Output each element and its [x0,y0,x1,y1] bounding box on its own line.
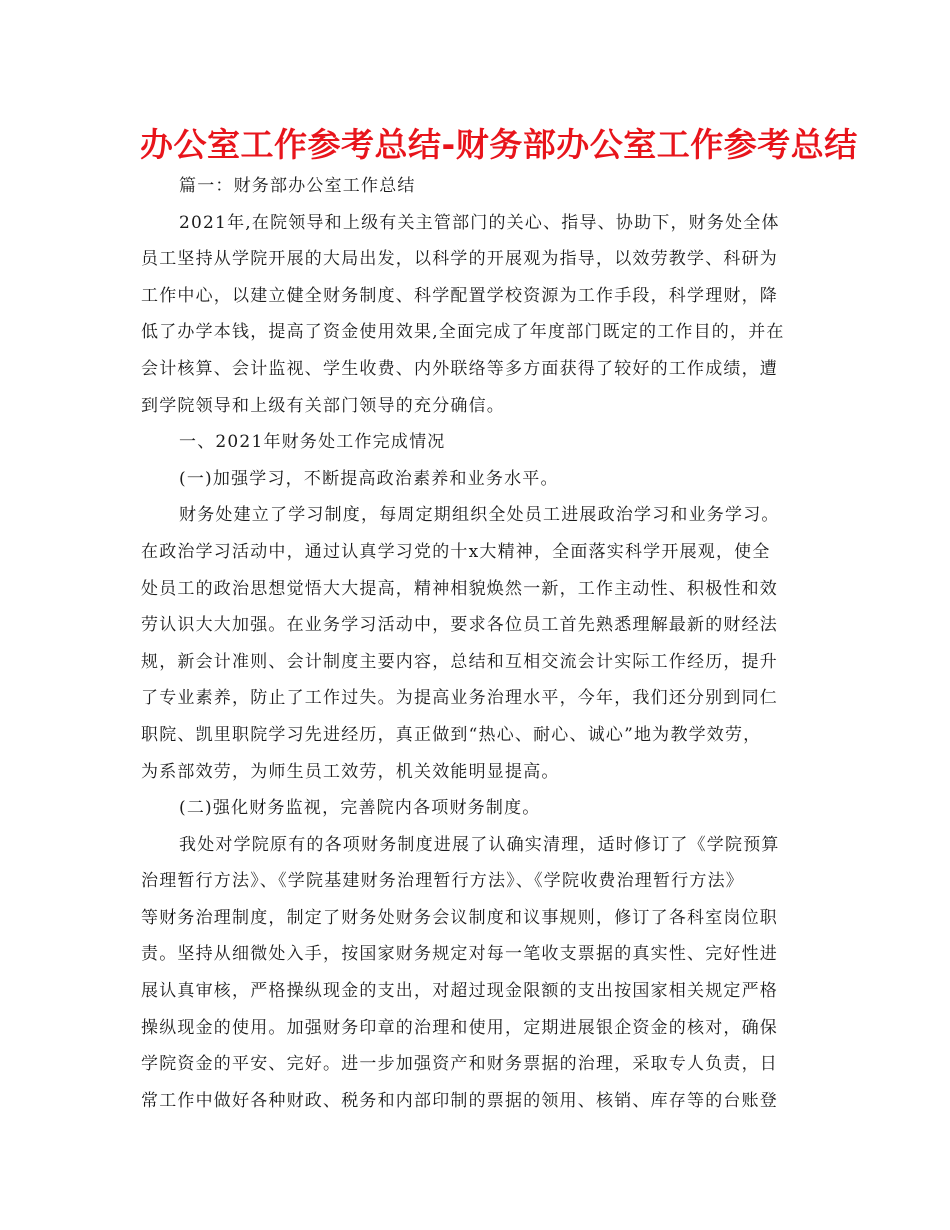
text-line: 责。坚持从细微处入手，按国家财务规定对每一笔收支票据的真实性、完好性进 [141,944,778,965]
text-line: 工作中心，以建立健全财务制度、科学配置学校资源为工作手段，科学理财，降 [141,285,778,306]
text-line: 处员工的政治思想觉悟大大提高，精神相貌焕然一新，工作主动性、积极性和效 [141,578,778,599]
text-line: 低了办学本钱，提高了资金使用效果,全面完成了年度部门既定的工作目的，并在 [141,322,785,343]
text-line: (一)加强学习，不断提高政治素养和业务水平。 [179,468,559,489]
text-line: 职院、凯里职院学习先进经历，真正做到“热心、耐心、诚心”地为教学效劳， [141,724,762,745]
text-line: 等财务治理制度，制定了财务处财务会议制度和议事规则，修订了各科室岗位职 [141,907,778,928]
text-line: 在政治学习活动中，通过认真学习党的十x大精神，全面落实科学开展观，使全 [141,541,771,562]
text-line: 2021年,在院领导和上级有关主管部门的关心、指导、协助下，财务处全体 [179,212,780,233]
text-line: 了专业素养，防止了工作过失。为提高业务治理水平，今年，我们还分别到同仁 [141,688,778,709]
document-title: 办公室工作参考总结-财务部办公室工作参考总结 [140,125,858,164]
text-line: (二)强化财务监视，完善院内各项财务制度。 [179,798,541,819]
text-line: 一、2021年财务处工作完成情况 [179,432,446,453]
text-line: 会计核算、会计监视、学生收费、内外联络等多方面获得了较好的工作成绩，遭 [141,358,778,379]
text-line: 学院资金的平安、完好。进一步加强资产和财务票据的治理，采取专人负责，日 [141,1054,778,1075]
document-body [141,168,809,1119]
text-line: 为系部效劳，为师生员工效劳，机关效能明显提高。 [141,761,560,782]
text-line: 展认真审核，严格操纵现金的支出，对超过现金限额的支出按国家相关规定严格 [141,981,778,1002]
text-line: 财务处建立了学习制度，每周定期组织全处员工进展政治学习和业务学习。 [179,505,780,526]
text-line: 我处对学院原有的各项财务制度进展了认确实清理，适时修订了《学院预算 [179,834,780,855]
text-line: 常工作中做好各种财政、税务和内部印制的票据的领用、核销、库存等的台账登 [141,1090,778,1111]
text-line: 员工坚持从学院开展的大局出发，以科学的开展观为指导，以效劳教学、科研为 [141,249,778,270]
text-line: 到学院领导和上级有关部门领导的充分确信。 [141,395,505,416]
text-line: 劳认识大大加强。在业务学习活动中，要求各位员工首先熟悉理解最新的财经法 [141,615,778,636]
text-line: 治理暂行方法》、《学院基建财务治理暂行方法》、《学院收费治理暂行方法》 [141,871,744,892]
text-line: 规，新会计准则、会计制度主要内容，总结和互相交流会计实际工作经历，提升 [141,651,778,672]
text-line: 篇一：财务部办公室工作总结 [179,176,416,196]
text-line: 操纵现金的使用。加强财务印章的治理和使用，定期进展银企资金的核对，确保 [141,1017,778,1038]
